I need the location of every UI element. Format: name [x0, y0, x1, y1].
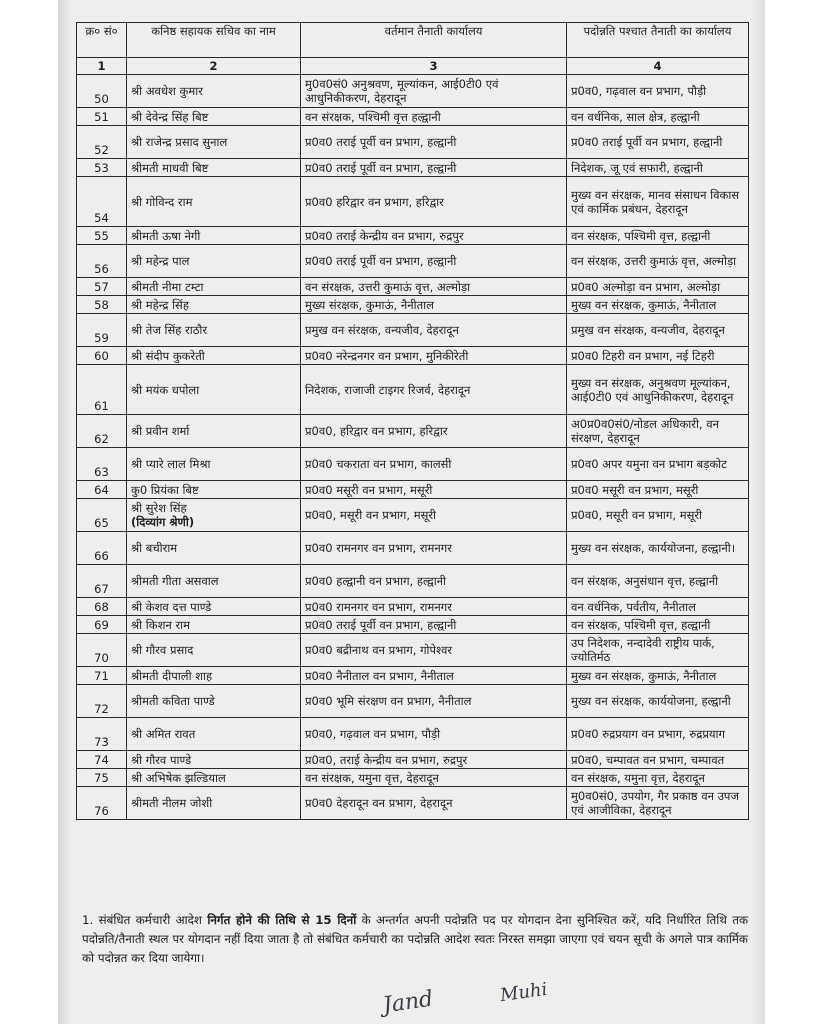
current-posting-cell: प्र0व0 तराई पूर्वी वन प्रभाग, हल्द्वानी	[301, 126, 567, 159]
promoted-posting-cell: प्र0व0 अल्मोड़ा वन प्रभाग, अल्मोड़ा	[567, 278, 749, 296]
table-row	[77, 296, 749, 314]
table-row	[77, 415, 749, 448]
note-text-start: 1. संबंधित कर्मचारी आदेश	[82, 913, 202, 927]
employee-name: श्रीमती दीपाली शाह	[131, 668, 213, 683]
serial-number-cell: 65	[77, 499, 127, 532]
serial-number-cell: 51	[77, 108, 127, 126]
current-posting-cell: प्र0व0 तराई पूर्वी वन प्रभाग, हल्द्वानी	[301, 245, 567, 278]
header-current-posting: वर्तमान तैनाती कार्यालय	[301, 23, 567, 58]
current-posting-cell: प्र0व0 मसूरी वन प्रभाग, मसूरी	[301, 481, 567, 499]
employee-name-cell	[127, 769, 301, 787]
table-row	[77, 245, 749, 278]
employee-name: श्री महेन्द्र सिंह	[131, 297, 189, 312]
serial-number-cell: 68	[77, 598, 127, 616]
serial-number-cell: 61	[77, 365, 127, 415]
employee-name-cell	[127, 481, 301, 499]
current-posting-cell: प्र0व0, तराई केन्द्रीय वन प्रभाग, रुद्रपुर	[301, 751, 567, 769]
current-posting-cell: प्र0व0, मसूरी वन प्रभाग, मसूरी	[301, 499, 567, 532]
table-row	[77, 667, 749, 685]
employee-name: श्री बचीराम	[131, 541, 178, 555]
employee-name: श्री प्रवीन शर्मा	[131, 424, 190, 438]
promoted-posting-cell: प्र0व0 मसूरी वन प्रभाग, मसूरी	[567, 481, 749, 499]
employee-name-cell	[127, 347, 301, 365]
current-posting-cell: वन संरक्षक, पश्चिमी वृत्त हल्द्वानी	[301, 108, 567, 126]
employee-name: श्रीमती नीमा टम्टा	[131, 279, 204, 294]
serial-number-cell: 64	[77, 481, 127, 499]
current-posting-cell: प्र0व0 हरिद्वार वन प्रभाग, हरिद्वार	[301, 177, 567, 227]
table-row	[77, 598, 749, 616]
header-name: कनिष्ठ सहायक सचिव का नाम	[127, 23, 301, 58]
promoted-posting-cell: प्र0व0, चम्पावत वन प्रभाग, चम्पावत	[567, 751, 749, 769]
employee-name-cell	[127, 667, 301, 685]
employee-name: श्री महेन्द्र पाल	[131, 254, 190, 268]
employee-name: श्री गौरव पाण्डे	[131, 752, 192, 767]
current-posting-cell: प्र0व0 तराई पूर्वी वन प्रभाग, हल्द्वानी	[301, 616, 567, 634]
table-row	[77, 159, 749, 177]
serial-number-cell: 62	[77, 415, 127, 448]
serial-number-cell: 52	[77, 126, 127, 159]
serial-number-cell: 66	[77, 532, 127, 565]
note-text-rest: के अन्तर्गत अपनी पदोन्नति पद पर योगदान देना सुनिश्चित करें, यदि निर्धारित तिथि तक पदोन्नति/तैनाती स्थल पर योगदान नहीं दिया जाता है तो संबंधित कर्मचारी का पदोन्नति आदेश स्वतः निरस्त समझा जाएगा एवं चयन सूची के अगले पात्र कार्मिक को पदोन्नत कर दिया जायेगा।	[82, 913, 749, 965]
table-row	[77, 347, 749, 365]
current-posting-cell: प्र0व0 भूमि संरक्षण वन प्रभाग, नैनीताल	[301, 685, 567, 718]
employee-name: श्री अमित रावत	[131, 727, 196, 741]
table-row	[77, 616, 749, 634]
table-row	[77, 718, 749, 751]
employee-name: श्री राजेन्द्र प्रसाद सुनाल	[131, 135, 228, 149]
employee-name: श्री देवेन्द्र सिंह बिष्ट	[131, 109, 209, 124]
column-number: 2	[127, 58, 301, 75]
current-posting-cell: मुख्य संरक्षक, कुमाऊं, नैनीताल	[301, 296, 567, 314]
serial-number-cell: 75	[77, 769, 127, 787]
table-row	[77, 565, 749, 598]
current-posting-cell: प्र0व0 बद्रीनाथ वन प्रभाग, गोपेश्वर	[301, 634, 567, 667]
table-header-row	[77, 23, 749, 58]
employee-name: श्रीमती ऊषा नेगी	[131, 228, 201, 243]
current-posting-cell: प्र0व0 नैनीताल वन प्रभाग, नैनीताल	[301, 667, 567, 685]
table-row	[77, 499, 749, 532]
serial-number-cell: 63	[77, 448, 127, 481]
current-posting-cell: प्र0व0, हरिद्वार वन प्रभाग, हरिद्वार	[301, 415, 567, 448]
employee-name: श्रीमती नीलम जोशी	[131, 796, 213, 810]
employee-name-cell	[127, 245, 301, 278]
employee-name-cell	[127, 616, 301, 634]
employee-name-cell	[127, 108, 301, 126]
serial-number-cell: 54	[77, 177, 127, 227]
employee-name-cell	[127, 448, 301, 481]
employee-name-cell	[127, 751, 301, 769]
current-posting-cell: प्र0व0 नरेन्द्रनगर वन प्रभाग, मुनिकीरेती	[301, 347, 567, 365]
promoted-posting-cell: मुख्य वन संरक्षक, कार्ययोजना, हल्द्वानी	[567, 685, 749, 718]
serial-number-cell: 74	[77, 751, 127, 769]
column-number-row	[77, 58, 749, 75]
promoted-posting-cell: प्र0व0 रुद्रप्रयाग वन प्रभाग, रुद्रप्रयाग	[567, 718, 749, 751]
table-row	[77, 314, 749, 347]
employee-name-cell	[127, 634, 301, 667]
promoted-posting-cell: प्र0व0 अपर यमुना वन प्रभाग बड़कोट	[567, 448, 749, 481]
table-row	[77, 278, 749, 296]
promoted-posting-cell: प्रमुख वन संरक्षक, वन्यजीव, देहरादून	[567, 314, 749, 347]
current-posting-cell: प्र0व0, गढ़वाल वन प्रभाग, पौड़ी	[301, 718, 567, 751]
promoted-posting-cell: मुख्य वन संरक्षक, कुमाऊं, नैनीताल	[567, 667, 749, 685]
employee-name: श्रीमती कविता पाण्डे	[131, 694, 215, 708]
promoted-posting-cell: वन संरक्षक, अनुसंधान वृत्त, हल्द्वानी	[567, 565, 749, 598]
serial-number-cell: 71	[77, 667, 127, 685]
table-row	[77, 177, 749, 227]
employee-name-cell	[127, 499, 301, 532]
table-row	[77, 108, 749, 126]
table-row	[77, 75, 749, 108]
column-number: 1	[77, 58, 127, 75]
table-row	[77, 769, 749, 787]
promoted-posting-cell: मु0व0सं0, उपयोग, गैर प्रकाष्ठ वन उपज एवं आजीविका, देहरादून	[567, 787, 749, 820]
current-posting-cell: प्र0व0 रामनगर वन प्रभाग, रामनगर	[301, 598, 567, 616]
employee-name: श्री किशन राम	[131, 617, 191, 632]
promotion-table	[76, 22, 749, 820]
employee-name-cell	[127, 227, 301, 245]
table-row	[77, 787, 749, 820]
current-posting-cell: मु0व0सं0 अनुश्रवण, मूल्यांकन, आई0टी0 एवं आधुनिकीकरण, देहरादून	[301, 75, 567, 108]
signature-mark: Muhi	[498, 978, 549, 1007]
employee-name-cell	[127, 532, 301, 565]
serial-number-cell: 58	[77, 296, 127, 314]
header-serial: क्र० सं०	[77, 23, 127, 58]
employee-name-cell	[127, 177, 301, 227]
employee-name: श्री गोविन्द राम	[131, 194, 193, 209]
serial-number-cell: 76	[77, 787, 127, 820]
current-posting-cell: निदेशक, राजाजी टाइगर रिजर्व, देहरादून	[301, 365, 567, 415]
header-promoted-posting: पदोन्नति पश्चात तैनाती का कार्यालय	[567, 23, 749, 58]
table-row	[77, 126, 749, 159]
table-row	[77, 227, 749, 245]
current-posting-cell: प्र0व0 चकराता वन प्रभाग, कालसी	[301, 448, 567, 481]
promoted-posting-cell: मुख्य वन संरक्षक, मानव संसाधन विकास एवं कार्मिक प्रबंधन, देहरादून	[567, 177, 749, 227]
instruction-note	[82, 911, 748, 968]
current-posting-cell: प्र0व0 तराई केन्द्रीय वन प्रभाग, रुद्रपुर	[301, 227, 567, 245]
category-note: (दिव्यांग श्रेणी)	[131, 515, 195, 529]
employee-name-cell	[127, 685, 301, 718]
table-row	[77, 685, 749, 718]
serial-number-cell: 59	[77, 314, 127, 347]
employee-name: श्री तेज सिंह राठौर	[131, 323, 208, 337]
employee-name-cell	[127, 598, 301, 616]
serial-number-cell: 57	[77, 278, 127, 296]
employee-name: श्रीमती माधवी बिष्ट	[131, 160, 209, 175]
page-shadow-left	[58, 0, 72, 1024]
table-row	[77, 481, 749, 499]
employee-name: श्री अभिषेक झल्डियाल	[131, 770, 226, 785]
promoted-posting-cell: प्र0व0 टिहरी वन प्रभाग, नई टिहरी	[567, 347, 749, 365]
signature-mark: Jand	[381, 986, 435, 1019]
current-posting-cell: प्र0व0 तराई पूर्वी वन प्रभाग, हल्द्वानी	[301, 159, 567, 177]
employee-name-cell	[127, 75, 301, 108]
promoted-posting-cell: वन संरक्षक, उत्तरी कुमाऊं वृत्त, अल्मोड़ा	[567, 245, 749, 278]
serial-number-cell: 60	[77, 347, 127, 365]
table-row	[77, 634, 749, 667]
employee-name-cell	[127, 718, 301, 751]
serial-number-cell: 73	[77, 718, 127, 751]
employee-name-cell	[127, 278, 301, 296]
current-posting-cell: प्र0व0 हल्द्वानी वन प्रभाग, हल्द्वानी	[301, 565, 567, 598]
employee-name: श्री गौरव प्रसाद	[131, 643, 194, 657]
promoted-posting-cell: वन संरक्षक, यमुना वृत्त, देहरादून	[567, 769, 749, 787]
column-number: 3	[301, 58, 567, 75]
serial-number-cell: 67	[77, 565, 127, 598]
note-deadline: निर्गत होने की तिथि से 15 दिनों	[207, 913, 357, 927]
employee-name: श्री अवधेश कुमार	[131, 84, 203, 98]
employee-name-cell	[127, 314, 301, 347]
promoted-posting-cell: निदेशक, जू एवं सफारी, हल्द्वानी	[567, 159, 749, 177]
serial-number-cell: 72	[77, 685, 127, 718]
serial-number-cell: 53	[77, 159, 127, 177]
promoted-posting-cell: वन संरक्षक, पश्चिमी वृत्त, हल्द्वानी	[567, 616, 749, 634]
promoted-posting-cell: वन वर्धनिक, साल क्षेत्र, हल्द्वानी	[567, 108, 749, 126]
serial-number-cell: 50	[77, 75, 127, 108]
employee-name: श्री सुरेश सिंह	[131, 501, 187, 515]
serial-number-cell: 56	[77, 245, 127, 278]
promoted-posting-cell: प्र0व0, गढ़वाल वन प्रभाग, पौड़ी	[567, 75, 749, 108]
employee-name-cell	[127, 159, 301, 177]
table-row	[77, 751, 749, 769]
current-posting-cell: वन संरक्षक, यमुना वृत्त, देहरादून	[301, 769, 567, 787]
promoted-posting-cell: मुख्य वन संरक्षक, अनुश्रवण मूल्यांकन, आई0टी0 एवं आधुनिकीकरण, देहरादून	[567, 365, 749, 415]
promoted-posting-cell: उप निदेशक, नन्दादेवी राष्ट्रीय पार्क, ज्योतिर्मठ	[567, 634, 749, 667]
employee-name-cell	[127, 787, 301, 820]
promoted-posting-cell: मुख्य वन संरक्षक, कुमाऊं, नैनीताल	[567, 296, 749, 314]
page-shadow-right	[751, 0, 765, 1024]
employee-name: कु0 प्रियंका बिष्ट	[131, 482, 199, 497]
column-number: 4	[567, 58, 749, 75]
table-row	[77, 532, 749, 565]
employee-name-cell	[127, 126, 301, 159]
employee-name: श्री प्यारे लाल मिश्रा	[131, 457, 211, 471]
current-posting-cell: प्रमुख वन संरक्षक, वन्यजीव, देहरादून	[301, 314, 567, 347]
employee-name-cell	[127, 365, 301, 415]
promoted-posting-cell: प्र0व0, मसूरी वन प्रभाग, मसूरी	[567, 499, 749, 532]
current-posting-cell: प्र0व0 देहरादून वन प्रभाग, देहरादून	[301, 787, 567, 820]
table-row	[77, 365, 749, 415]
promoted-posting-cell: वन संरक्षक, पश्चिमी वृत्त, हल्द्वानी	[567, 227, 749, 245]
employee-name: श्री मयंक धपोला	[131, 382, 200, 397]
serial-number-cell: 70	[77, 634, 127, 667]
employee-name-cell	[127, 565, 301, 598]
employee-name: श्रीमती गीता असवाल	[131, 574, 219, 588]
current-posting-cell: प्र0व0 रामनगर वन प्रभाग, रामनगर	[301, 532, 567, 565]
employee-name: श्री केशव दत्त पाण्डे	[131, 599, 212, 614]
promoted-posting-cell: मुख्य वन संरक्षक, कार्ययोजना, हल्द्वानी।	[567, 532, 749, 565]
employee-name-cell	[127, 415, 301, 448]
promoted-posting-cell: प्र0व0 तराई पूर्वी वन प्रभाग, हल्द्वानी	[567, 126, 749, 159]
employee-name-cell	[127, 296, 301, 314]
employee-name: श्री संदीप कुकरेती	[131, 348, 205, 363]
table-row	[77, 448, 749, 481]
promoted-posting-cell: वन वर्धनिक, पर्वतीय, नैनीताल	[567, 598, 749, 616]
promoted-posting-cell: अ0प्र0व0सं0/नोडल अधिकारी, वन संरक्षण, देहरादून	[567, 415, 749, 448]
serial-number-cell: 69	[77, 616, 127, 634]
serial-number-cell: 55	[77, 227, 127, 245]
current-posting-cell: वन संरक्षक, उत्तरी कुमाऊं वृत्त, अल्मोड़ा	[301, 278, 567, 296]
